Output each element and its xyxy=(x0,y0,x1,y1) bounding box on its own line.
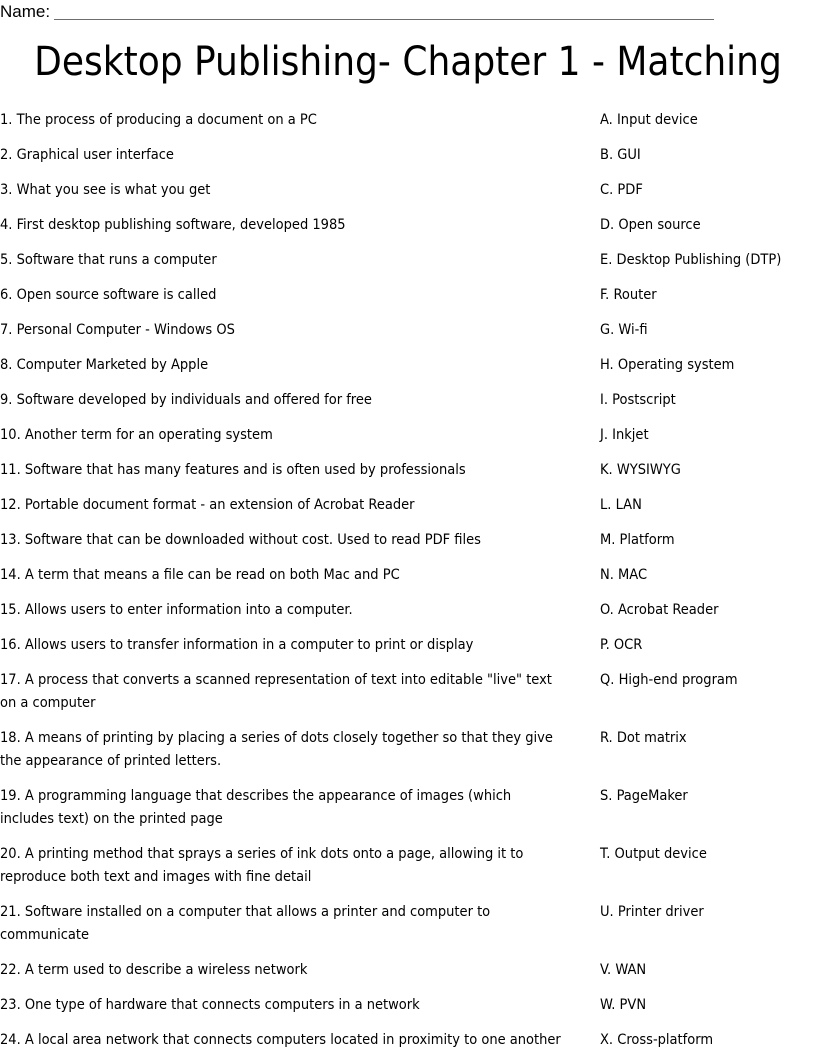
answer-choice[interactable] xyxy=(600,284,816,307)
question-number: 11. xyxy=(0,462,25,478)
question-text: The process of producing a document on a PC xyxy=(16,112,317,128)
question-number: 9. xyxy=(0,392,17,408)
question-item[interactable] xyxy=(0,669,580,715)
answer-choice[interactable] xyxy=(580,901,816,924)
question-item[interactable] xyxy=(0,634,580,657)
answer-text: Cross-platform xyxy=(617,1032,714,1048)
answer-text: Operating system xyxy=(617,357,735,373)
question-text: A term used to describe a wireless network xyxy=(24,962,308,978)
question-text: Software that has many features and is often used by professionals xyxy=(24,462,466,478)
answer-letter: K. xyxy=(600,462,617,478)
question-number: 2. xyxy=(0,147,17,163)
answer-choice[interactable] xyxy=(600,389,816,412)
question-number: 22. xyxy=(0,962,25,978)
question-text: A programming language that describes the appearance of images (which includes text) on the printed page xyxy=(0,788,512,827)
answer-letter: I. xyxy=(600,392,613,408)
matching-row xyxy=(0,459,816,482)
question-item[interactable] xyxy=(0,214,600,237)
question-text: First desktop publishing software, developed 1985 xyxy=(16,217,346,233)
matching-row xyxy=(0,109,816,132)
question-number: 14. xyxy=(0,567,25,583)
answer-letter: T. xyxy=(600,846,615,862)
matching-row xyxy=(0,727,816,773)
question-item[interactable] xyxy=(0,785,580,831)
question-number: 4. xyxy=(0,217,17,233)
answer-text: MAC xyxy=(618,567,648,583)
answer-text: GUI xyxy=(617,147,641,163)
answer-choice[interactable] xyxy=(600,994,816,1017)
name-field-row xyxy=(0,0,800,24)
question-text: A means of printing by placing a series of dots closely together so that they give the appearance of printed letters. xyxy=(0,730,553,769)
question-item[interactable] xyxy=(0,354,600,377)
answer-text: Input device xyxy=(616,112,698,128)
question-item[interactable] xyxy=(0,564,600,587)
answer-text: Inkjet xyxy=(612,427,649,443)
answer-choice[interactable] xyxy=(600,959,816,982)
answer-letter: F. xyxy=(600,287,614,303)
matching-row xyxy=(0,599,816,622)
answer-text: Output device xyxy=(614,846,707,862)
matching-row xyxy=(0,319,816,342)
answer-choice[interactable] xyxy=(580,459,816,482)
page-title: Desktop Publishing- Chapter 1 - Matching xyxy=(34,39,782,85)
matching-row xyxy=(0,354,816,377)
question-item[interactable] xyxy=(0,1029,580,1052)
question-number: 18. xyxy=(0,730,25,746)
question-text: Another term for an operating system xyxy=(24,427,273,443)
question-item[interactable] xyxy=(0,959,600,982)
matching-row xyxy=(0,179,816,202)
question-number: 5. xyxy=(0,252,17,268)
answer-choice[interactable] xyxy=(600,144,816,167)
answer-choice[interactable] xyxy=(600,599,816,622)
answer-text: PageMaker xyxy=(616,788,688,804)
answer-text: WAN xyxy=(615,962,647,978)
answer-text: Router xyxy=(613,287,657,303)
matching-row xyxy=(0,634,816,657)
answer-choice[interactable] xyxy=(580,669,816,692)
question-number: 6. xyxy=(0,287,17,303)
question-item[interactable] xyxy=(0,727,580,773)
answer-choice[interactable] xyxy=(600,354,816,377)
question-text: A local area network that connects computers located in proximity to one another xyxy=(24,1032,561,1048)
question-text: A printing method that sprays a series of ink dots onto a page, allowing it to reproduce both text and images with fine detail xyxy=(0,846,524,885)
question-item[interactable] xyxy=(0,994,600,1017)
answer-text: Printer driver xyxy=(617,904,704,920)
answer-text: Open source xyxy=(618,217,701,233)
question-item[interactable] xyxy=(0,424,600,447)
question-text: A process that converts a scanned representation of text into editable "live" text on a computer xyxy=(0,672,552,711)
matching-row xyxy=(0,994,816,1017)
question-number: 10. xyxy=(0,427,25,443)
answer-letter: P. xyxy=(600,637,614,653)
question-number: 20. xyxy=(0,846,25,862)
answer-text: Platform xyxy=(619,532,675,548)
answer-text: Desktop Publishing (DTP) xyxy=(616,252,782,268)
answer-choice[interactable] xyxy=(600,564,816,587)
question-number: 16. xyxy=(0,637,25,653)
answer-letter: L. xyxy=(600,497,616,513)
matching-row xyxy=(0,529,816,552)
answer-choice[interactable] xyxy=(580,785,816,808)
answer-choice[interactable] xyxy=(580,1029,816,1052)
answer-choice[interactable] xyxy=(600,179,816,202)
answer-letter: W. xyxy=(600,997,620,1013)
answer-choice[interactable] xyxy=(600,424,816,447)
question-text: Software developed by individuals and offered for free xyxy=(16,392,372,408)
matching-row xyxy=(0,785,816,831)
answer-text: PDF xyxy=(617,182,643,198)
matching-row xyxy=(0,214,816,237)
question-number: 8. xyxy=(0,357,17,373)
answer-choice[interactable] xyxy=(580,727,816,750)
answer-letter: N. xyxy=(600,567,619,583)
matching-grid xyxy=(0,109,816,1064)
question-item[interactable] xyxy=(0,529,580,552)
answer-letter: J. xyxy=(600,427,613,443)
answer-letter: G. xyxy=(600,322,619,338)
matching-row xyxy=(0,1029,816,1052)
answer-letter: H. xyxy=(600,357,618,373)
question-text: What you see is what you get xyxy=(16,182,211,198)
question-text: One type of hardware that connects computers in a network xyxy=(24,997,420,1013)
answer-text: WYSIWYG xyxy=(616,462,681,478)
matching-row xyxy=(0,669,816,715)
question-text: Software that runs a computer xyxy=(16,252,217,268)
question-text: Allows users to transfer information in a computer to print or display xyxy=(24,637,474,653)
question-number: 7. xyxy=(0,322,17,338)
question-item[interactable] xyxy=(0,389,600,412)
question-item[interactable] xyxy=(0,459,580,482)
answer-letter: D. xyxy=(600,217,619,233)
answer-text: OCR xyxy=(613,637,643,653)
answer-text: PVN xyxy=(619,997,647,1013)
answer-letter: O. xyxy=(600,602,618,618)
question-number: 3. xyxy=(0,182,17,198)
question-item[interactable] xyxy=(0,901,580,947)
answer-letter: S. xyxy=(600,788,617,804)
answer-letter: R. xyxy=(600,730,617,746)
question-text: Software installed on a computer that allows a printer and computer to communicate xyxy=(0,904,491,943)
answer-text: LAN xyxy=(615,497,642,513)
matching-row xyxy=(0,144,816,167)
answer-letter: A. xyxy=(600,112,617,128)
answer-letter: C. xyxy=(600,182,618,198)
matching-row xyxy=(0,284,816,307)
question-number: 12. xyxy=(0,497,25,513)
question-text: Portable document format - an extension of Acrobat Reader xyxy=(24,497,415,513)
answer-choice[interactable] xyxy=(580,634,816,657)
question-number: 13. xyxy=(0,532,25,548)
answer-letter: E. xyxy=(600,252,617,268)
matching-row xyxy=(0,249,816,272)
answer-choice[interactable] xyxy=(600,249,816,272)
question-text: Computer Marketed by Apple xyxy=(16,357,209,373)
answer-letter: V. xyxy=(600,962,616,978)
matching-row xyxy=(0,564,816,587)
question-text: Open source software is called xyxy=(16,287,217,303)
matching-row xyxy=(0,901,816,947)
question-number: 15. xyxy=(0,602,25,618)
answer-letter: B. xyxy=(600,147,618,163)
answer-text: Acrobat Reader xyxy=(617,602,719,618)
name-write-in-line[interactable] xyxy=(54,19,714,20)
question-item[interactable] xyxy=(0,843,580,889)
question-number: 19. xyxy=(0,788,25,804)
question-item[interactable] xyxy=(0,144,600,167)
name-label: Name: xyxy=(0,2,51,21)
question-item[interactable] xyxy=(0,494,600,517)
question-number: 21. xyxy=(0,904,25,920)
question-item[interactable] xyxy=(0,109,600,132)
question-item[interactable] xyxy=(0,249,600,272)
answer-choice[interactable] xyxy=(600,214,816,237)
question-text: Personal Computer - Windows OS xyxy=(16,322,235,338)
question-number: 1. xyxy=(0,112,17,128)
matching-row xyxy=(0,389,816,412)
answer-text: High-end program xyxy=(618,672,738,688)
matching-row xyxy=(0,843,816,889)
question-text: A term that means a file can be read on both Mac and PC xyxy=(24,567,400,583)
matching-row xyxy=(0,959,816,982)
answer-text: Wi-fi xyxy=(618,322,648,338)
answer-choice[interactable] xyxy=(600,319,816,342)
answer-text: Postscript xyxy=(612,392,676,408)
question-text: Graphical user interface xyxy=(16,147,174,163)
question-item[interactable] xyxy=(0,599,600,622)
question-number: 23. xyxy=(0,997,25,1013)
answer-letter: X. xyxy=(600,1032,618,1048)
answer-choice[interactable] xyxy=(580,529,816,552)
answer-choice[interactable] xyxy=(600,109,816,132)
answer-choice[interactable] xyxy=(580,843,816,866)
answer-letter: Q. xyxy=(600,672,619,688)
matching-row xyxy=(0,494,816,517)
answer-letter: U. xyxy=(600,904,618,920)
matching-row xyxy=(0,424,816,447)
question-text: Software that can be downloaded without cost. Used to read PDF files xyxy=(24,532,481,548)
question-item[interactable] xyxy=(0,284,600,307)
answer-text: Dot matrix xyxy=(616,730,687,746)
question-number: 17. xyxy=(0,672,25,688)
answer-choice[interactable] xyxy=(600,494,816,517)
question-text: Allows users to enter information into a computer. xyxy=(24,602,353,618)
question-number: 24. xyxy=(0,1032,25,1048)
answer-letter: M. xyxy=(600,532,620,548)
question-item[interactable] xyxy=(0,179,600,202)
question-item[interactable] xyxy=(0,319,600,342)
